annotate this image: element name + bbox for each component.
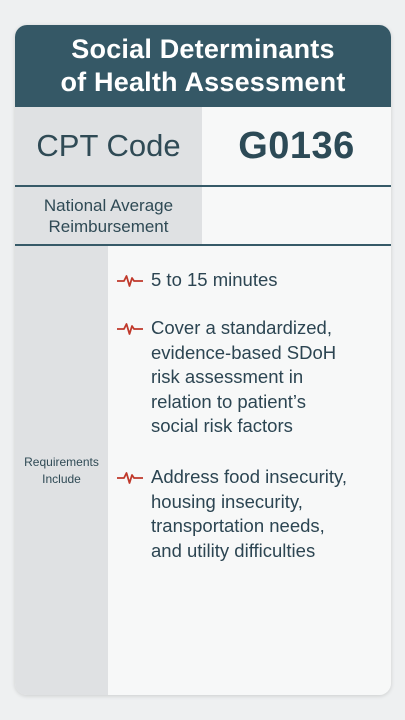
requirements-label-line-2: Include xyxy=(42,471,81,486)
requirement-line: social risk factors xyxy=(151,415,293,436)
requirement-line: 5 to 15 minutes xyxy=(151,269,278,290)
requirement-line: housing insecurity, xyxy=(151,490,303,512)
cpt-code-label: CPT Code xyxy=(15,107,202,185)
requirement-text xyxy=(151,316,336,439)
requirement-line: Cover a standardized, xyxy=(151,317,332,338)
heartbeat-icon xyxy=(117,471,143,485)
heartbeat-icon xyxy=(117,322,143,336)
reimbursement-label xyxy=(15,187,202,244)
requirement-line: and utility difficulties xyxy=(151,539,316,561)
reimbursement-label-line-2: Reimbursement xyxy=(48,216,169,236)
card-header xyxy=(15,25,391,107)
requirement-line: relation to patient’s xyxy=(151,390,306,412)
assessment-card xyxy=(15,25,391,695)
reimbursement-value xyxy=(202,187,391,244)
requirement-line: evidence-based SDoH xyxy=(151,341,337,363)
header-title-line-2: of Health Assessment xyxy=(60,67,346,97)
cpt-code-value: G0136 xyxy=(202,107,391,185)
requirement-item xyxy=(117,316,387,439)
requirements-list xyxy=(108,246,391,695)
reimbursement-label-line-1: National Average xyxy=(43,195,174,215)
requirements-label-line-1: Requirements xyxy=(24,454,99,469)
requirement-item xyxy=(117,465,387,563)
requirement-text xyxy=(151,465,347,563)
requirement-line: Address food insecurity, xyxy=(151,466,348,487)
requirement-text xyxy=(151,268,278,293)
requirements-label xyxy=(15,246,108,695)
header-title-line-1: Social Determinants xyxy=(71,34,335,64)
requirement-item xyxy=(117,268,387,293)
heartbeat-icon xyxy=(117,274,143,288)
requirement-line: risk assessment in xyxy=(151,366,304,387)
requirement-line: transportation needs, xyxy=(151,515,325,536)
